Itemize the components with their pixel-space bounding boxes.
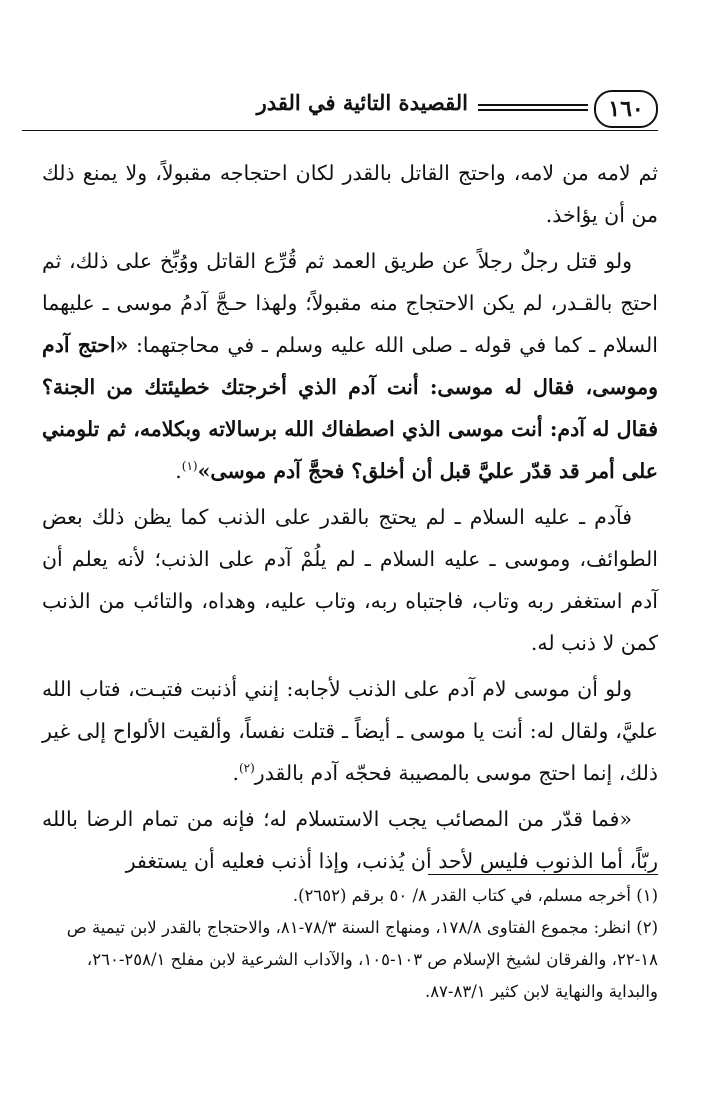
paragraph-3: فآدم ـ عليه السلام ـ لم يحتج بالقدر على الذنب كما يظن ذلك بعض الطوائف، وموسى ـ عليه السلام ـ لم يلُمْ آدم على الذنب؛ لأنه يعلم أن آدم استغفر ربه وتاب، فاجتباه ربه، وتاب عليه، وهداه، والتائب من الذنب كمن لا ذنب له. (42, 505, 658, 655)
footnote-1: (١) أخرجه مسلم، في كتاب القدر ٨/ ٥٠ برقم (٢٦٥٢). (292, 886, 658, 905)
footnote-ref-1: (١) (181, 459, 198, 474)
footnote-ref-2: (٢) (238, 761, 255, 776)
paragraph-2-text: ولو قتل رجلٌ رجلاً عن طريق العمد ثم قُرِّع القاتل ووُبِّخ على ذلك، ثم احتج بالقـدر، لم يكن الاحتجاج منه مقبولاً؛ ولهذا حـجَّ آدمُ موسى ـ عليهما السلام ـ كما في قوله ـ صلى الله عليه وسلم ـ في محاجتهما: (42, 249, 658, 357)
header-underline (22, 130, 658, 131)
paragraph-2-end: . (175, 459, 182, 483)
paragraph-4-end: . (232, 761, 239, 785)
paragraph-1: ثم لامه من لامه، واحتج القاتل بالقدر لكان احتجاجه مقبولاً، ولا يمنع ذلك من أن يؤاخذ. (42, 161, 658, 227)
paragraph-5: «فما قدّر من المصائب يجب الاستسلام له؛ فإنه من تمام الرضا بالله ربّاً، أما الذنوب فليس لأحد أن يُذنب، وإذا أذنب فعليه أن يستغفر (42, 807, 658, 873)
hadith-quote: «احتج آدم وموسى، فقال له موسى: أنت آدم الذي أخرجتك خطيئتك من الجنة؟ فقال له آدم: أنت موسى الذي اصطفاك الله برسالاته وبكلامه، ثم تلومني على أمر قد قدّر عليَّ قبل أن أخلق؟ فحجَّ آدم موسى» (42, 333, 658, 483)
paragraph-4 (42, 668, 658, 794)
footnote-2: (٢) انظر: مجموع الفتاوى ١٧٨/٨، ومنهاج السنة ٧٨/٣-٨١، والاحتجاج بالقدر لابن تيمية ص ١٨-٢٢، والفرقان لشيخ الإسلام ص ١٠٣-١٠٥، والآداب الشرعية لابن مفلح ٢٥٨/١-٢٦٠، والبداية والنهاية لابن كثير ٨٣/١-٨٧. (66, 918, 658, 1001)
main-text (42, 152, 658, 886)
running-title: القصيدة التائية في القدر (256, 90, 468, 115)
page-number: ١٦٠ (594, 90, 658, 128)
paragraph-2 (42, 240, 658, 492)
page-header (22, 86, 658, 136)
footnote-separator (428, 874, 658, 875)
footnotes (42, 880, 658, 1008)
paragraph-4-text: ولو أن موسى لام آدم على الذنب لأجابه: إنني أذنبت فتبـت، فتاب الله عليَّ، ولقال له: أنت يا موسى ـ أيضاً ـ قتلت نفساً، وألقيت الألواح إلى غير ذلك، إنما احتج موسى بالمصيبة فحجّه آدم بالقدر (42, 677, 658, 785)
header-double-rule (478, 104, 588, 111)
